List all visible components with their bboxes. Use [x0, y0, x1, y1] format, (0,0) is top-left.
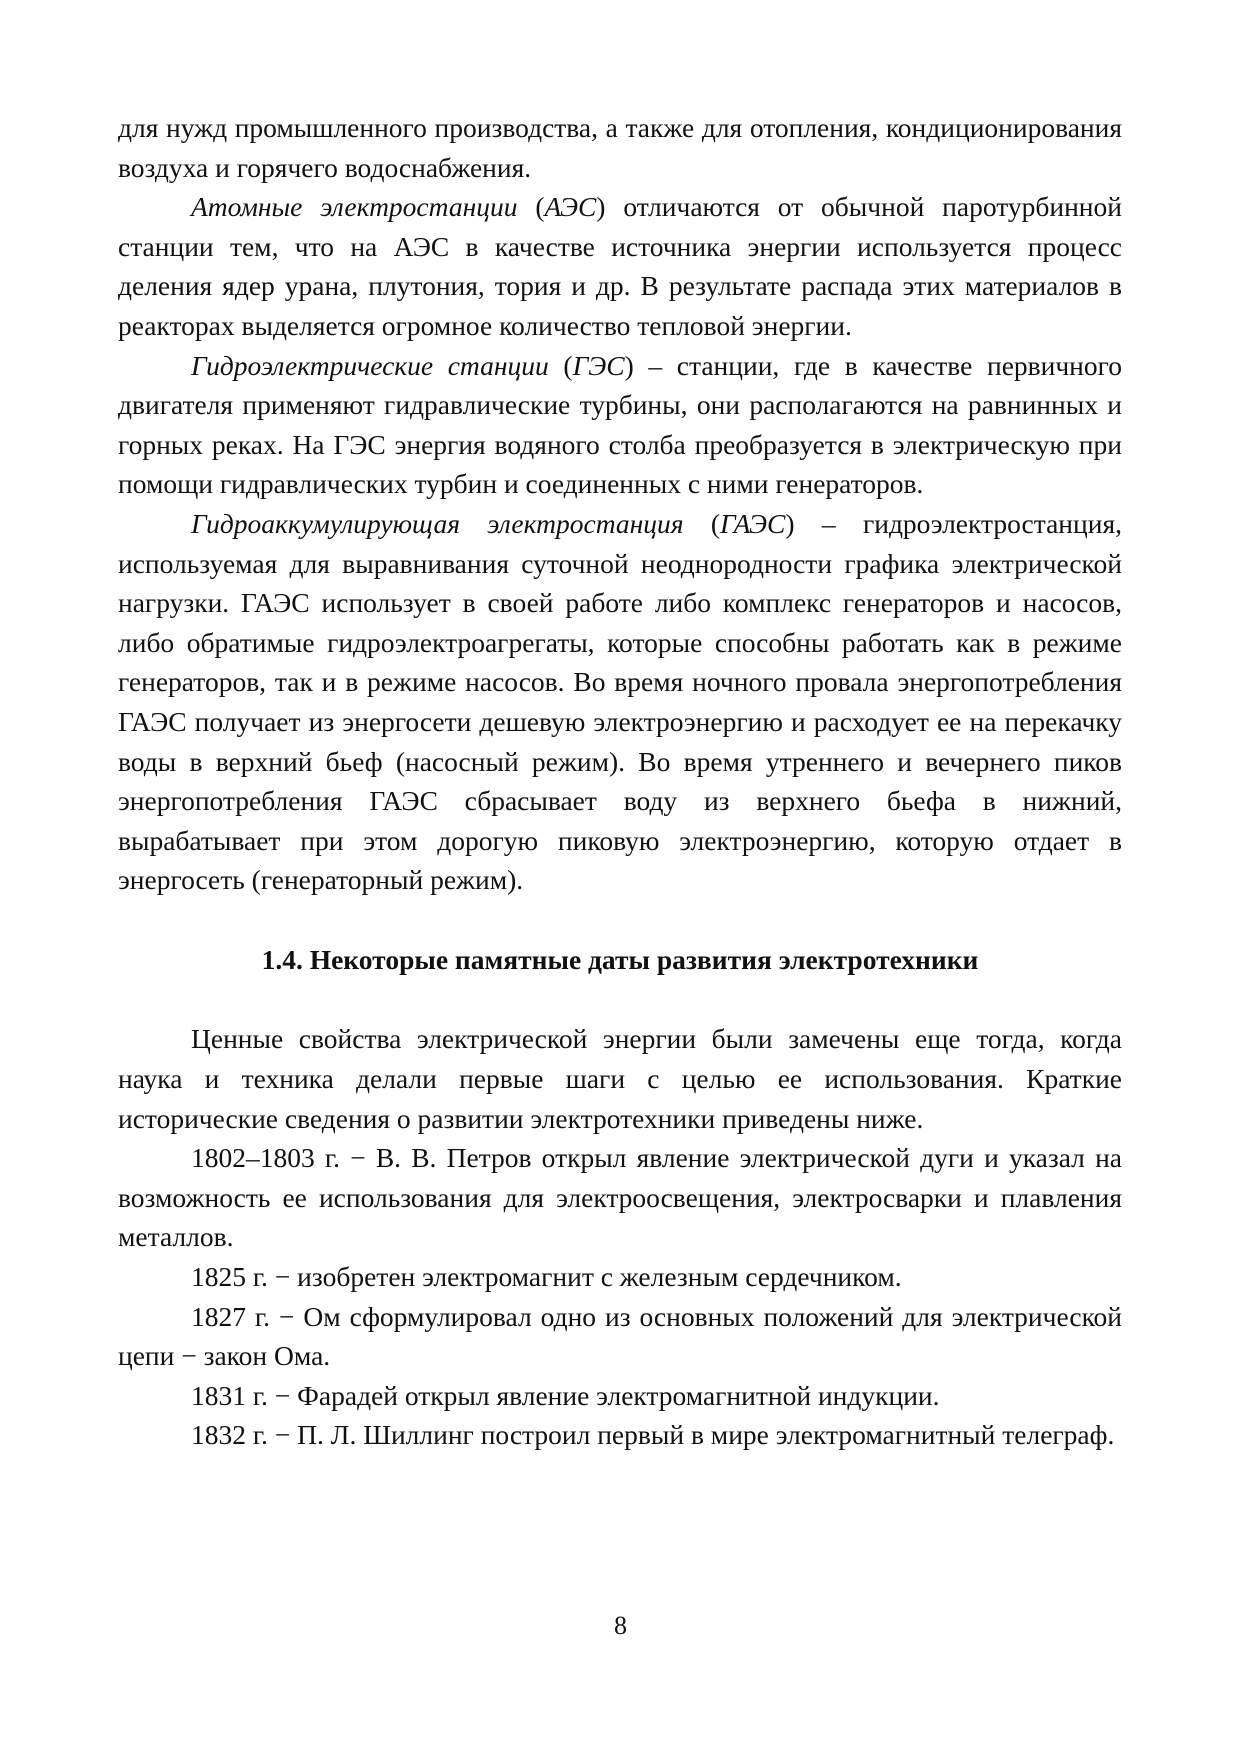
abbr-pspp: ГАЭС: [720, 507, 786, 539]
abbr-open: (: [517, 191, 545, 223]
text-npp: отличаются от обычной паротурбинной станции тем, что на АЭС в качестве источника энергии используется процесс деления ядер урана, плутония, тория и др. В результате распада этих материалов в реакторах выделяется огромное количество тепловой энергии.: [118, 191, 1122, 341]
term-hpp: Гидроэлектрические станции: [191, 349, 549, 381]
paragraph-intro: Ценные свойства электрической энергии были замечены еще тогда, когда наука и техника делали первые шаги с целью ее использования. Краткие исторические сведения о развитии электротехники приведены ниже.: [118, 1023, 1122, 1134]
abbr-open: (: [683, 507, 721, 539]
term-pspp: Гидроаккумулирующая электростанция: [191, 507, 684, 539]
page-number: 8: [614, 1611, 627, 1640]
paragraph-continuation: для нужд промышленного производства, а также для отопления, кондиционирования воздуха и горячего водоснабжения.: [118, 112, 1122, 183]
paragraph-pspp: [118, 504, 1122, 900]
abbr-close: ): [785, 507, 795, 539]
date-entry: 1825 г. − изобретен электромагнит с железным сердечником.: [191, 1261, 902, 1293]
date-entry: 1831 г. − Фарадей открыл явление электромагнитной индукции.: [191, 1379, 940, 1411]
term-npp: Атомные электростанции: [191, 191, 518, 223]
paragraph-hpp: [118, 346, 1122, 504]
date-entry: 1827 г. − Ом сформулировал одно из основных положений для электрической цепи − закон Ома.: [118, 1300, 1122, 1372]
abbr-close: ): [624, 349, 634, 381]
abbr-hpp: ГЭС: [572, 349, 625, 381]
paragraph-npp: [118, 187, 1122, 345]
date-entry: 1832 г. − П. Л. Шиллинг построил первый в мире электромагнитный телеграф.: [191, 1419, 1115, 1451]
date-entry: 1802–1803 г. − В. В. Петров открыл явление электрической дуги и указал на возможность ее использования для электроосвещения, электросварки и плавления металлов.: [118, 1142, 1122, 1253]
abbr-open: (: [548, 349, 573, 381]
document-page: [118, 108, 1122, 1455]
abbr-close: ): [596, 191, 606, 223]
text-hpp: – станции, где в качестве первичного двигателя применяют гидравлические турбины, они располагаются на равнинных и горных реках. На ГЭС энергия водяного столба преобразуется в электрическую при помощи гидравлических турбин и соединенных с ними генераторов.: [118, 349, 1122, 500]
abbr-npp: АЭС: [544, 191, 597, 223]
section-heading: 1.4. Некоторые памятные даты развития электротехники: [261, 943, 979, 975]
text-pspp: – гидроэлектростанция, используемая для выравнивания суточной неоднородности графика электрической нагрузки. ГАЭС использует в своей работе либо комплекс генераторов и насосов, либо обратимые гидроэлектроагрегаты, которые способны работать как в режиме генераторов, так и в режиме насосов. Во время ночного провала энергопотребления ГАЭС получает из энергосети дешевую электроэнергию и расходует ее на перекачку воды в верхний бьеф (насосный режим). Во время утреннего и вечернего пиков энергопотребления ГАЭС сбрасывает воду из верхнего бьефа в нижний, вырабатывает при этом дорогую пиковую электроэнергию, которую отдает в энергосеть (генераторный режим).: [118, 507, 1122, 896]
